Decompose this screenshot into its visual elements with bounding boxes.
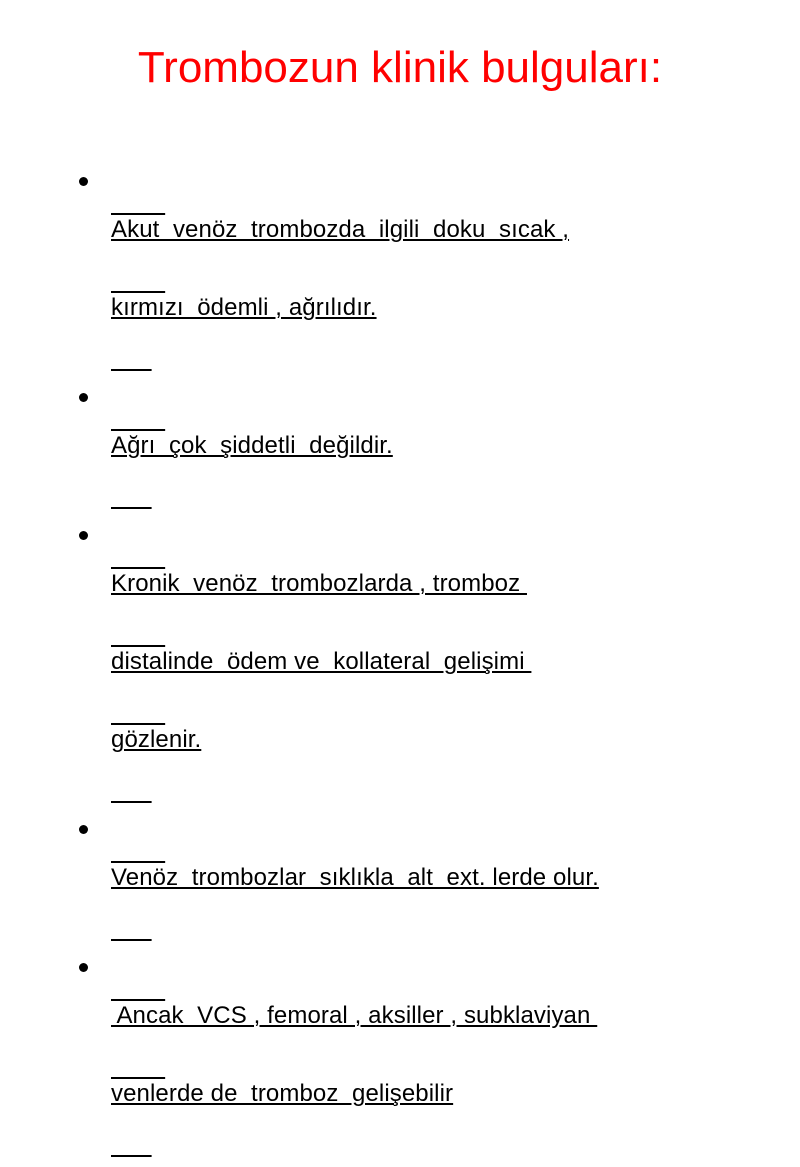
- bullet-line: Kronik venöz trombozlarda , tromboz: [111, 570, 527, 597]
- bullet-text: [111, 544, 768, 805]
- bullet-item-1: [78, 165, 768, 373]
- bullet-dot-icon: [79, 963, 88, 972]
- bullet-item-5: [78, 951, 768, 1159]
- bullet-text: [111, 190, 768, 373]
- bullet-line: Ancak VCS , femoral , aksiller , subklaviyan: [111, 1002, 598, 1029]
- bullet-dot-icon: [79, 825, 88, 834]
- bullet-dot-icon: [79, 177, 88, 186]
- bullet-line: Akut venöz trombozda ilgili doku sıcak ,: [111, 216, 570, 243]
- bullet-text: [111, 976, 768, 1159]
- bullet-item-4: [78, 813, 768, 943]
- bullet-dot-icon: [79, 393, 88, 402]
- bullet-dot-icon: [79, 531, 88, 540]
- slide-title: Trombozun klinik bulguları:: [137, 43, 663, 92]
- bullet-text: [111, 406, 768, 511]
- bullet-line: Ağrı çok şiddetli değildir.: [111, 432, 393, 459]
- bullet-text: [111, 838, 768, 943]
- bullet-list: [78, 165, 768, 1167]
- bullet-line: venlerde de tromboz gelişebilir: [111, 1080, 454, 1107]
- bullet-line: kırmızı ödemli , ağrılıdır.: [111, 294, 377, 321]
- bullet-line: Venöz trombozlar sıklıkla alt ext. lerde olur.: [111, 864, 599, 891]
- bullet-line: distalinde ödem ve kollateral gelişimi: [111, 648, 532, 675]
- bullet-item-2: [78, 381, 768, 511]
- bullet-item-3: [78, 519, 768, 805]
- bullet-line: gözlenir.: [111, 726, 202, 753]
